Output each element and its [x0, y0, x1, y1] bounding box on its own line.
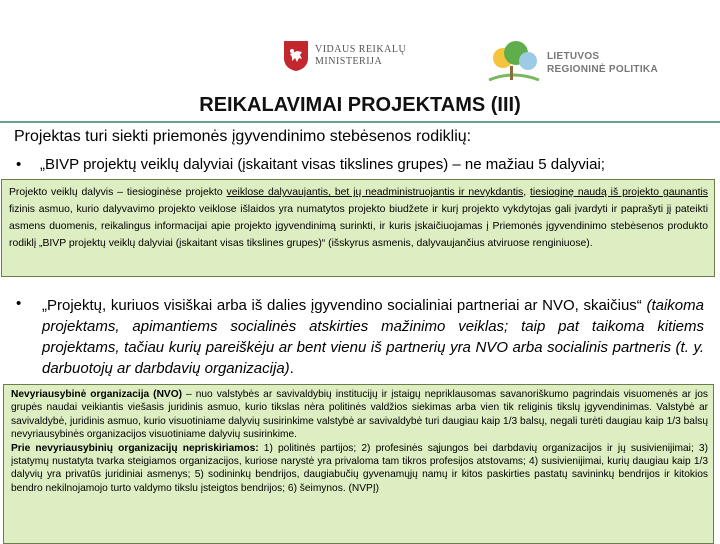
- definition-text: Projekto veiklų dalyvis – tiesioginėse projekto: [9, 187, 227, 198]
- ngo-term: Nevyriausybinė organizacija (NVO): [11, 389, 183, 400]
- ministry-name-line2: MINISTERIJA: [315, 56, 383, 67]
- bullet-marker: •: [16, 295, 22, 312]
- title-divider: [0, 121, 720, 123]
- definition-text: ,: [523, 187, 531, 198]
- bullet-text: [42, 295, 704, 379]
- ngo-definition-text: – nuo valstybės ar savivaldybių institucijų ir įstaigų nepriklausomas savanoriškumo pagrindais visuomenės ar jos grupės naudai veikiantis viešasis juridinis asmuo, kurio tikslas nėra politinės valdžios siekimas arba vien tik religinis tikslų įgyvendinimas. Valstybė ar savivaldybė, juridinis asmuo, kurio visuotiniame dalyvių susirinkime valstybė ar savivaldybė turi daugiau kaip 1/3 balsų, negali turėti daugiau kaip 1/3 balsų nevyriausybinės organizacijos visuotiniame dalyvių susirinkime.: [11, 389, 709, 441]
- lithuanian-coat-of-arms-icon: [283, 40, 309, 72]
- definition-underlined-text: veiklose dalyvaujantis, bet jų neadministruojantis ir nevykdantis: [226, 187, 524, 198]
- regional-policy-logo: [483, 36, 658, 90]
- bullet-end-text: .: [289, 360, 294, 377]
- definition-box-participant: [1, 179, 715, 277]
- page-title: REIKALAVIMAI PROJEKTAMS (III): [199, 94, 521, 116]
- section-subtitle: Projektas turi siekti priemonės įgyvendinimo stebėsenos rodiklių:: [14, 128, 472, 145]
- definition-underlined-text: tiesioginę naudą iš projekto gaunantis: [530, 187, 709, 198]
- definition-text: fizinis asmuo, kurio dalyvavimo projekto veiklose išlaidos yra numatytos projekto biudžete ir kurį projekto vykdytojas gali įvardyti ir paprašyti jį pateikti asmens duomenis, reikalingus informacijai apie projekto įgyvendinimą surinkti, ir kuris įskaičiuojamas į Priemonės įgyvendinimo stebėsenos produkto rodiklį „BIVP projektų veiklų dalyviai (įskaitant visas tikslines grupes)“ (išskyrus asmenis, dalyvaujančius atviruose renginiuose).: [9, 204, 708, 249]
- definition-box-ngo: [3, 384, 714, 544]
- bullet-text: „BIVP projektų veiklų dalyviai (įskaitant visas tikslines grupes) – ne mažiau 5 dalyviai;: [40, 156, 605, 173]
- tree-icon: [483, 36, 543, 90]
- ngo-definition: [11, 388, 708, 442]
- bullet-italic-text: (taikoma projektams, apimantiems socialinės atskirties mažinimo veiklas; taip pat taikoma kitiems projektams, tačiau kurių pareiškėju ar bent vienu iš partnerių yra NVO arba socialinis partneris (t. y. darbuotojų ar darbdavių organizacija): [42, 297, 704, 377]
- header-logos: [283, 36, 720, 98]
- ngo-exclusions: [11, 442, 708, 496]
- bullet-marker: •: [16, 156, 22, 173]
- bullet-main-text: „Projektų, kuriuos visiškai arba iš dalies įgyvendino socialiniai partneriai ar NVO, skaičius“: [42, 297, 647, 314]
- region-name-line1: LIETUVOS: [547, 51, 600, 62]
- ministry-logo: [283, 40, 406, 72]
- ngo-exclusions-text: 1) politinės partijos; 2) profesinės sąjungos bei darbdavių organizacijos ir jų susivienijimai; 3) įstatymų nustatyta tvarka steigiamos organizacijos, kuriose narystė yra privaloma tam tikros profesijos atstovams; 4) susivienijimai, kurių daugiau kaip 1/3 dalyvių yra privatūs juridiniai asmenys; 5) sodininkų bendrijos, daugiabučių gyvenamųjų namų ir kitos paskirties pastatų savininkų bendrijos ir kitokios bendro nekilnojamojo turto valdymo tikslu įsteigtos bendrijos; 6) šeimynos. (NVPĮ): [11, 442, 708, 494]
- ngo-exclusions-term: Prie nevyriausybinių organizacijų nepriskiriamos:: [11, 442, 259, 454]
- region-name-line2: REGIONINĖ POLITIKA: [547, 64, 658, 75]
- ministry-name-line1: VIDAUS REIKALŲ: [315, 44, 407, 55]
